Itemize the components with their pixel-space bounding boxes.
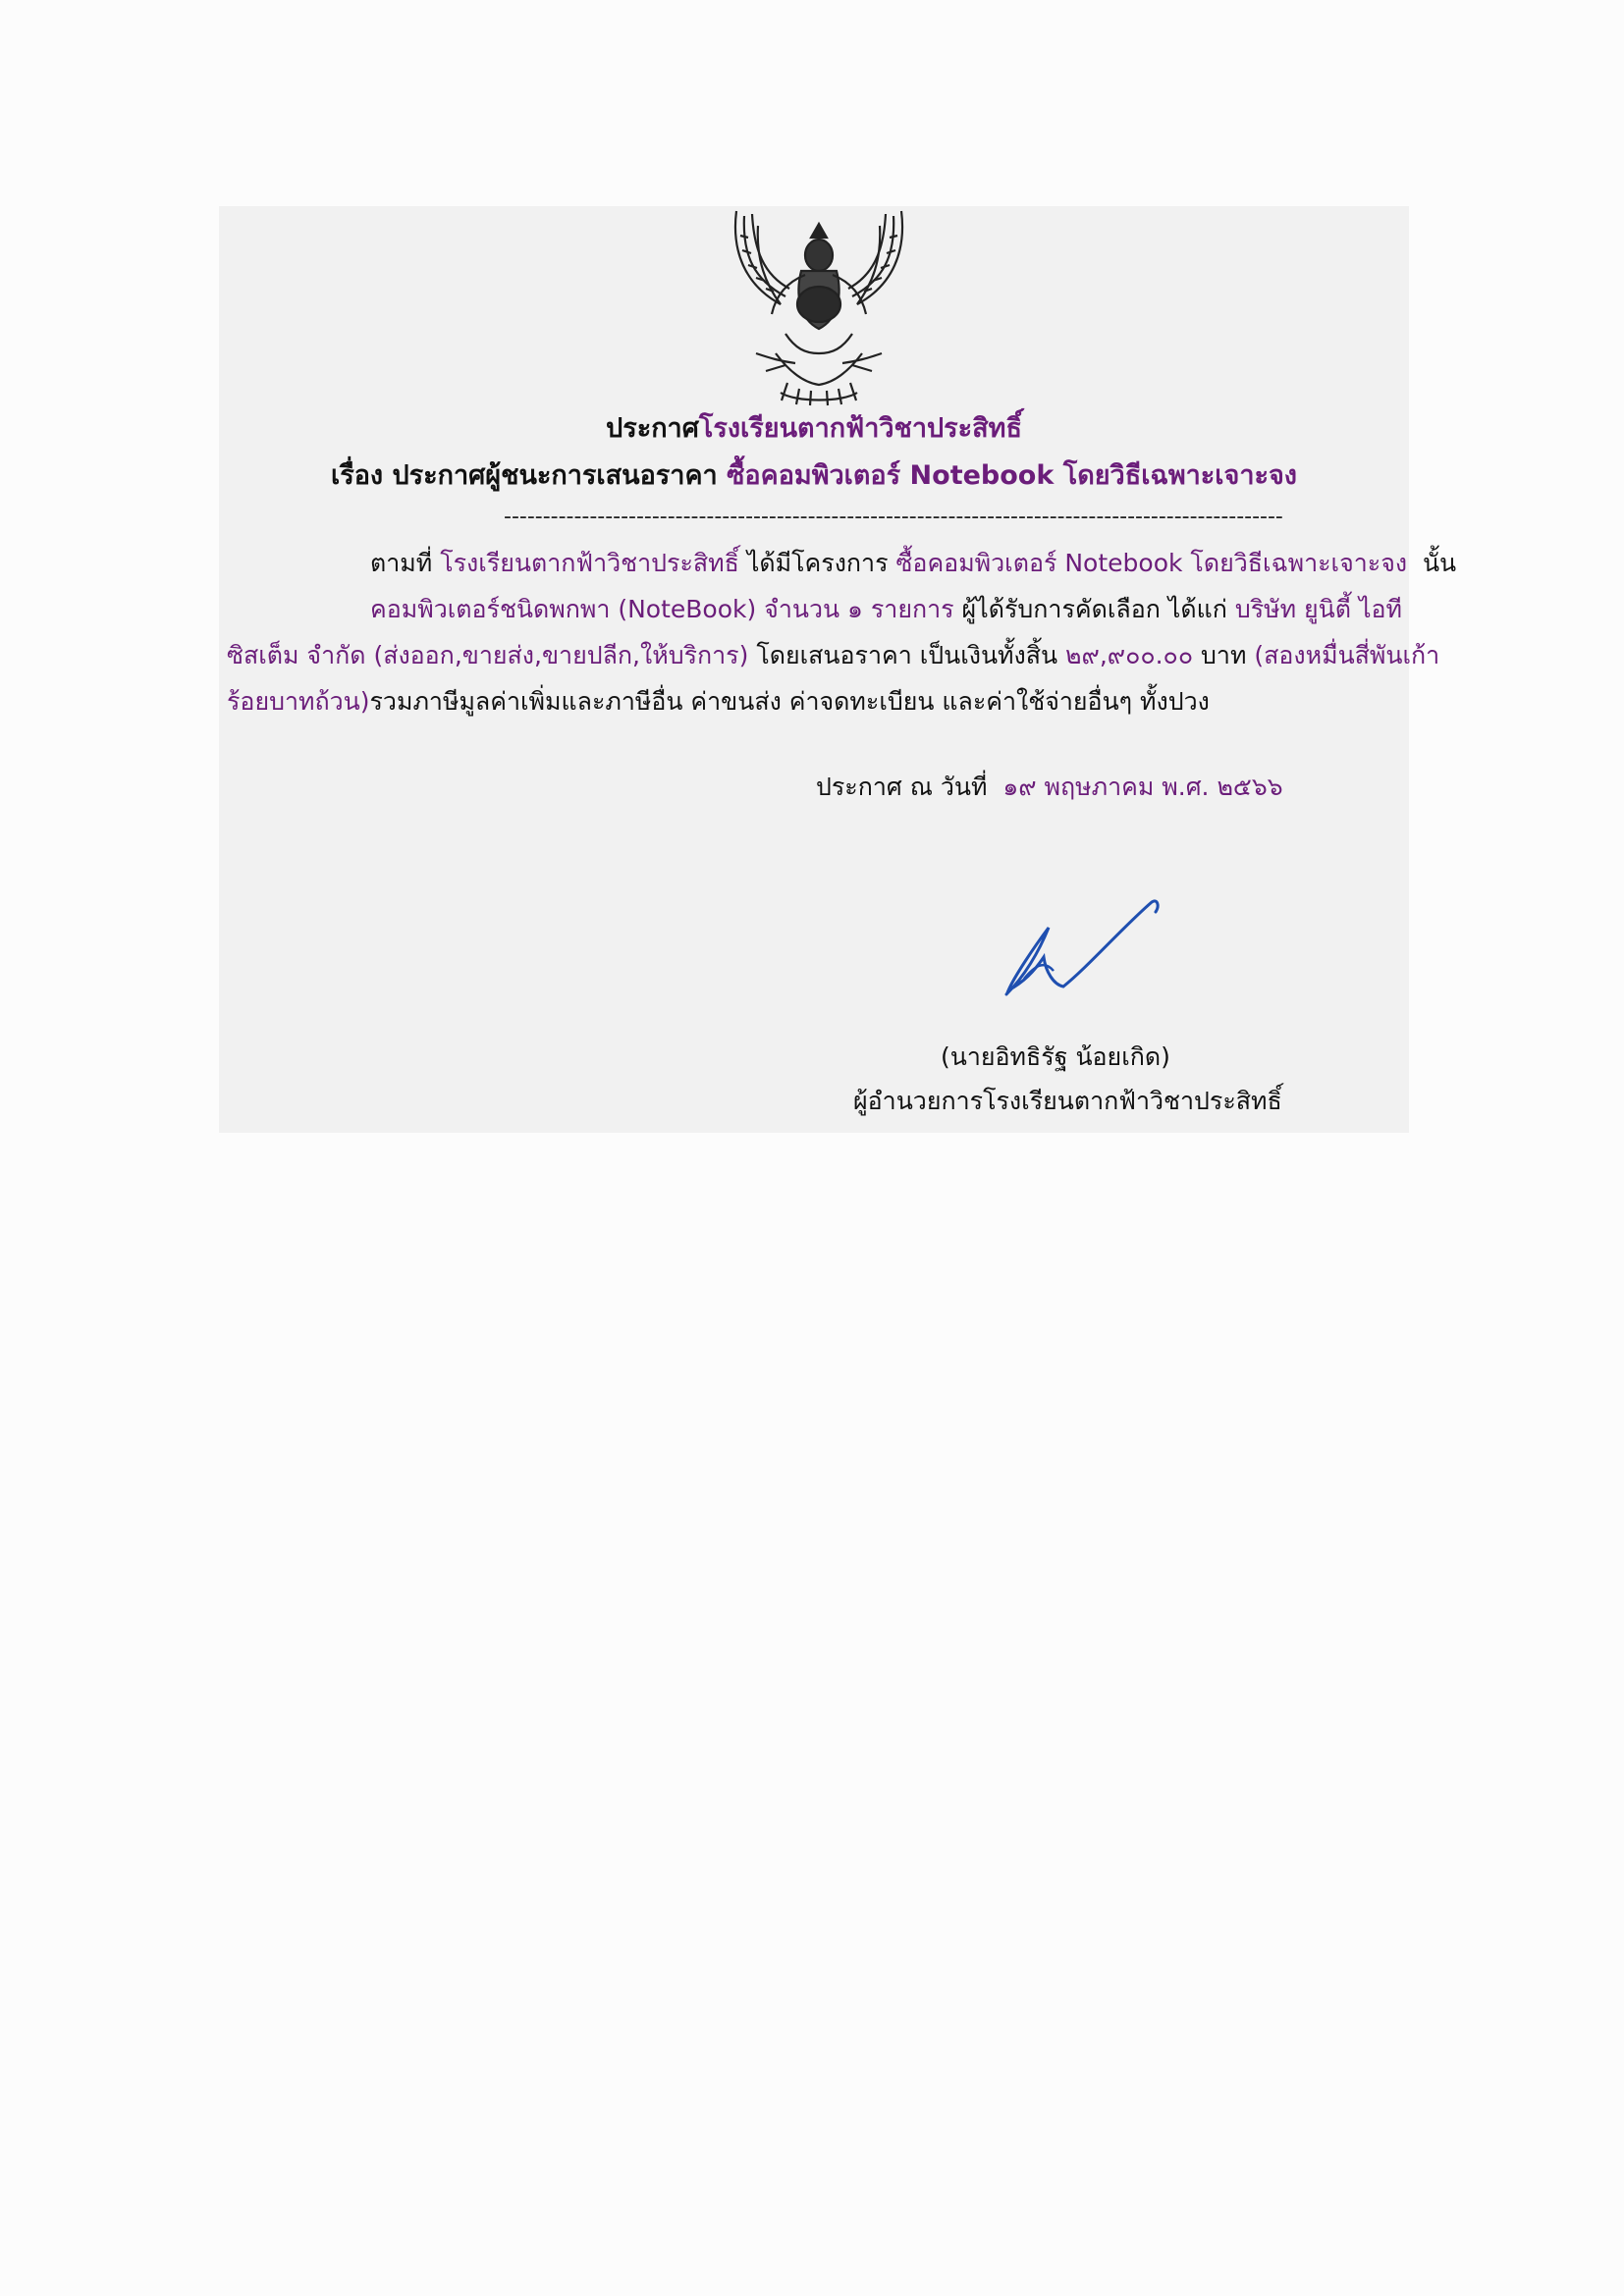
announcement-date: [816, 766, 1283, 809]
body-amount-words: (สองหมื่นสี่พันเก้า: [1254, 641, 1440, 669]
body-text: ได้มีโครงการ: [746, 549, 889, 577]
body-text: นั้น: [1422, 549, 1457, 577]
body-item: คอมพิวเตอร์ชนิดพกพา (NoteBook) จำนวน ๑ รายการ: [370, 595, 954, 623]
body-school: โรงเรียนตากฟ้าวิชาประสิทธิ์: [440, 549, 739, 577]
announcement-title: [219, 407, 1409, 451]
body-text: โดยเสนอราคา เป็นเงินทั้งสิ้น: [756, 641, 1058, 669]
date-value: ๑๙ พฤษภาคม พ.ศ. ๒๕๖๖: [1002, 773, 1283, 801]
body-project: ซื้อคอมพิวเตอร์ Notebook โดยวิธีเฉพาะเจาะจง: [895, 549, 1408, 577]
signer-name: (นายอิทธิรัฐ น้อยเกิด): [941, 1042, 1170, 1071]
announcement-body: [227, 540, 1457, 724]
subject-prefix: เรื่อง ประกาศผู้ชนะการเสนอราคา: [330, 460, 718, 491]
body-line-1: [227, 540, 1457, 586]
body-text: รวมภาษีมูลค่าเพิ่มและภาษีอื่น ค่าขนส่ง ค่าจดทะเบียน และค่าใช้จ่ายอื่นๆ ทั้งปวง: [369, 687, 1210, 716]
divider-rule: ----------------------------------------------------------------------------------------------------: [504, 505, 1283, 529]
announcement-subject: [219, 454, 1409, 498]
body-company: ซิสเต็ม จำกัด (ส่งออก,ขายส่ง,ขายปลีก,ให้บริการ): [227, 641, 749, 669]
title-school: โรงเรียนตากฟ้าวิชาประสิทธิ์: [698, 413, 1022, 444]
body-amount: ๒๙,๙๐๐.๐๐: [1065, 641, 1194, 669]
body-amount-words: ร้อยบาทถ้วน): [227, 687, 370, 716]
body-line-3: [227, 632, 1440, 678]
garuda-emblem-icon: [727, 206, 911, 407]
body-line-4: [227, 678, 1405, 724]
subject-item: ซื้อคอมพิวเตอร์ Notebook โดยวิธีเฉพาะเจาะจง: [727, 460, 1297, 491]
body-text: ตามที่: [370, 549, 433, 577]
date-prefix: ประกาศ ณ วันที่: [816, 773, 988, 801]
title-prefix: ประกาศ: [606, 413, 699, 444]
body-text: ผู้ได้รับการคัดเลือก ได้แก่: [961, 595, 1227, 623]
body-company: บริษัท ยูนิตี้ ไอที: [1234, 595, 1403, 623]
signer-position: ผู้อำนวยการโรงเรียนตากฟ้าวิชาประสิทธิ์: [853, 1087, 1282, 1115]
body-line-2: [227, 586, 1405, 632]
signature-icon: [995, 888, 1162, 1006]
body-text: บาท: [1201, 641, 1247, 669]
announcement-card: [219, 206, 1457, 1133]
